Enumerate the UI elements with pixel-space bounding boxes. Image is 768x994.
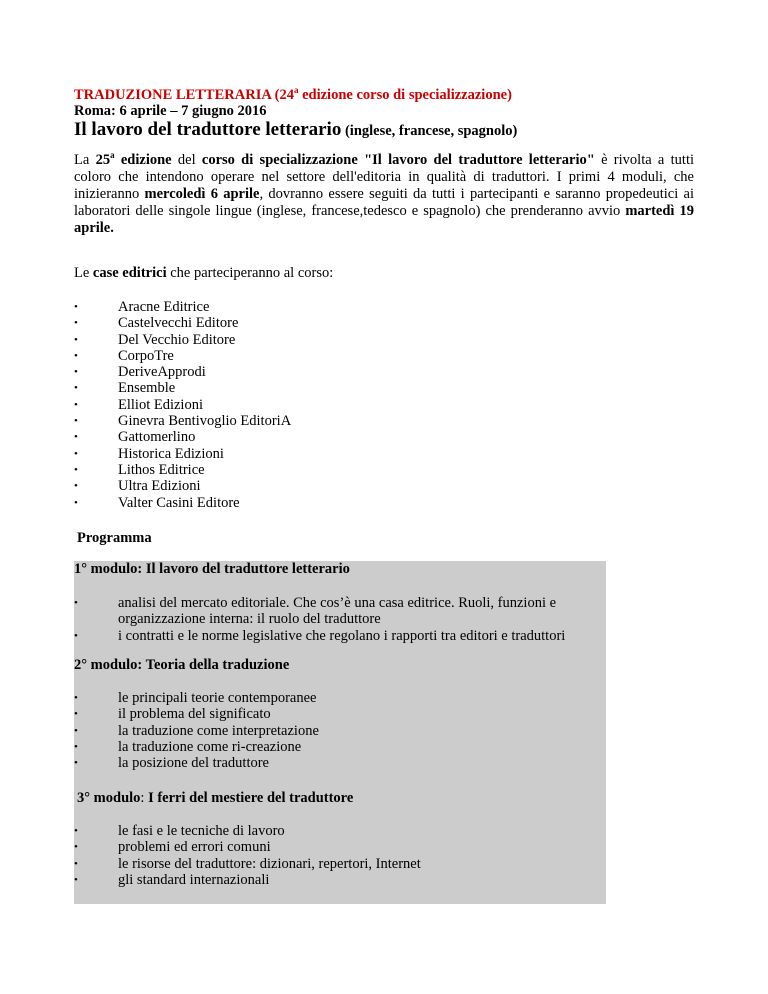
course-title-rest: edizione corso di specializzazione) — [298, 87, 512, 103]
course-dates: Roma: 6 aprile – 7 giugno 2016 — [74, 103, 267, 119]
list-item: • Ultra Edizioni — [74, 478, 291, 494]
module-3-name: I ferri del mestiere del traduttore — [148, 790, 354, 806]
intro-text-4: , dovranno essere seguiti da tutti i partecipanti e saranno propedeutici ai laboratori delle singole lingue (inglese, francese,tedesco e spagnolo) che prenderanno avvio — [74, 186, 694, 219]
main-heading-text: Il lavoro del traduttore letterario — [74, 119, 342, 140]
main-heading — [74, 118, 517, 143]
course-title-sup: a — [293, 85, 299, 96]
list-item: • Aracne Editrice — [74, 299, 291, 315]
list-item: • le risorse del traduttore: dizionari, repertori, Internet — [74, 856, 594, 872]
module-3-list — [74, 823, 594, 888]
edition-word: edizione — [114, 152, 172, 168]
list-item: • Historica Edizioni — [74, 446, 291, 462]
list-item: • Lithos Editrice — [74, 462, 291, 478]
module-1-list — [74, 595, 594, 644]
start-date: mercoledì 6 aprile — [144, 186, 260, 202]
intro-text-1: La — [74, 152, 96, 168]
list-item: • la traduzione come interpretazione — [74, 723, 594, 739]
list-item: • Del Vecchio Editore — [74, 332, 291, 348]
list-item: • le fasi e le tecniche di lavoro — [74, 823, 594, 839]
list-item: • Ginevra Bentivoglio EditoriA — [74, 413, 291, 429]
list-item: • Castelvecchi Editore — [74, 315, 291, 331]
programma-heading: Programma — [77, 530, 152, 546]
list-item: • DeriveApprodi — [74, 364, 291, 380]
edition-bold — [96, 152, 172, 168]
publishers-list — [74, 299, 291, 511]
module-1-title: 1° modulo: Il lavoro del traduttore letterario — [74, 561, 350, 577]
list-item: • la posizione del traduttore — [74, 755, 594, 771]
list-item: • analisi del mercato editoriale. Che cos’è una casa editrice. Ruoli, funzioni e organizzazione interna: il ruolo del traduttore — [74, 595, 594, 628]
intro-text-3: è rivolta a tutti coloro che intendono operare nel settore dell'editoria in qualità di traduttori. I primi 4 moduli, che inizieranno — [74, 152, 695, 202]
list-item: • Ensemble — [74, 380, 291, 396]
publishers-label — [74, 265, 333, 282]
module-3-label: 3° modulo — [77, 790, 141, 806]
list-item: • i contratti e le norme legislative che regolano i rapporti tra editori e traduttori — [74, 628, 594, 644]
module-3-title — [77, 790, 353, 807]
list-item: • il problema del significato — [74, 706, 594, 722]
list-item: • Valter Casini Editore — [74, 495, 291, 511]
list-item: • Gattomerlino — [74, 429, 291, 445]
module-2-title: 2° modulo: Teoria della traduzione — [74, 657, 290, 673]
edition-sup: a — [110, 150, 115, 161]
course-title — [74, 87, 512, 104]
list-item: • Elliot Edizioni — [74, 397, 291, 413]
course-title-text: TRADUZIONE LETTERARIA (24 — [74, 87, 294, 103]
intro-text-2: del — [171, 152, 202, 168]
lab-start-date: martedì 19 aprile. — [74, 203, 694, 236]
module-3-colon: : — [140, 790, 149, 806]
list-item: • le principali teorie contemporanee — [74, 690, 594, 706]
publishers-label-post: che parteciperanno al corso: — [166, 265, 334, 281]
list-item: • gli standard internazionali — [74, 872, 594, 888]
main-heading-languages: (inglese, francese, spagnolo) — [341, 123, 518, 139]
edition-number: 25 — [95, 152, 111, 168]
publishers-label-pre: Le — [74, 265, 93, 281]
course-name-bold: corso di specializzazione "Il lavoro del traduttore letterario" — [201, 152, 595, 168]
list-item: • la traduzione come ri-creazione — [74, 739, 594, 755]
program-box — [74, 561, 606, 904]
list-item: • CorpoTre — [74, 348, 291, 364]
intro-paragraph — [74, 152, 694, 237]
module-2-list — [74, 690, 594, 771]
publishers-label-bold: case editrici — [92, 265, 167, 281]
list-item: • problemi ed errori comuni — [74, 839, 594, 855]
